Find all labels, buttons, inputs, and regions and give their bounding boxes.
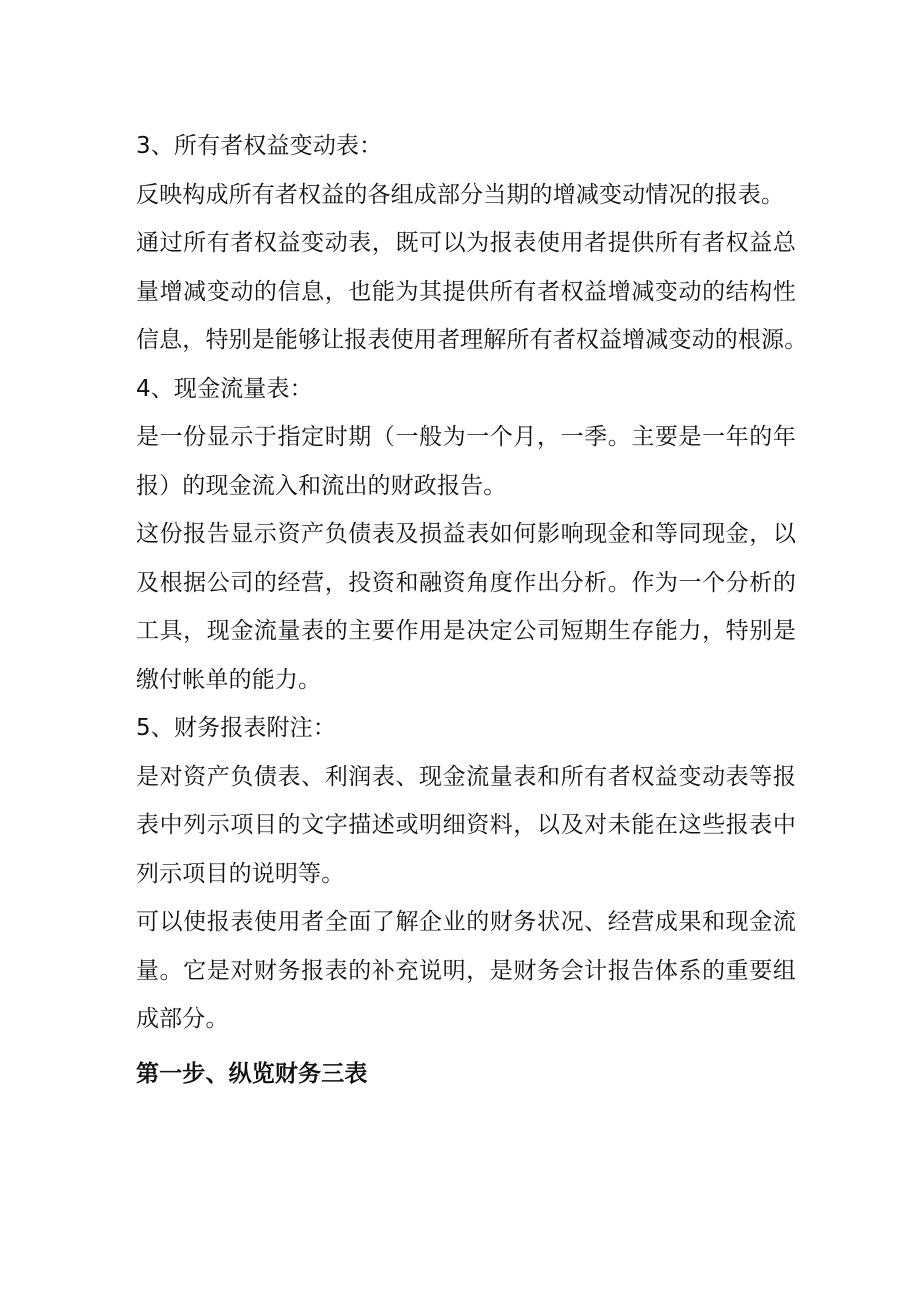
section-heading-3: 3、所有者权益变动表： [136,133,383,159]
paragraph-line: 量。它是对财务报表的补充说明，是财务会计报告体系的重要组 [136,957,796,984]
paragraph-line: 通过所有者权益变动表，既可以为报表使用者提供所有者权益总 [136,230,796,256]
document-body [136,122,808,1098]
step-heading: 第一步、纵览财务三表 [136,1060,368,1087]
paragraph-line: 量增减变动的信息，也能为其提供所有者权益增减变动的结构性 [136,278,796,305]
paragraph-line: 是一份显示于指定时期（一般为一个月，一季。主要是一年的年 [136,424,796,450]
paragraph-line: 及根据公司的经营，投资和融资角度作出分析。作为一个分析的 [136,569,796,596]
paragraph-line: 可以使报表使用者全面了解企业的财务状况、经营成果和现金流 [136,909,796,935]
paragraph-line: 这份报告显示资产负债表及损益表如何影响现金和等同现金，以 [136,521,796,547]
paragraph-line: 表中列示项目的文字描述或明细资料，以及对未能在这些报表中 [136,812,796,838]
section-heading-5: 5、财务报表附注： [136,715,336,741]
paragraph-line: 信息，特别是能够让报表使用者理解所有者权益增减变动的根源。 [136,327,808,353]
paragraph-line: 报）的现金流入和流出的财政报告。 [136,472,507,499]
paragraph-line: 反映构成所有者权益的各组成部分当期的增减变动情况的报表。 [136,181,785,208]
paragraph-line: 成部分。 [136,1006,229,1032]
paragraph-line: 缴付帐单的能力。 [136,666,322,693]
paragraph-line: 列示项目的说明等。 [136,860,345,887]
paragraph-line: 工具，现金流量表的主要作用是决定公司短期生存能力，特别是 [136,618,796,644]
paragraph-line: 是对资产负债表、利润表、现金流量表和所有者权益变动表等报 [136,763,796,790]
section-heading-4: 4、现金流量表： [136,375,313,402]
